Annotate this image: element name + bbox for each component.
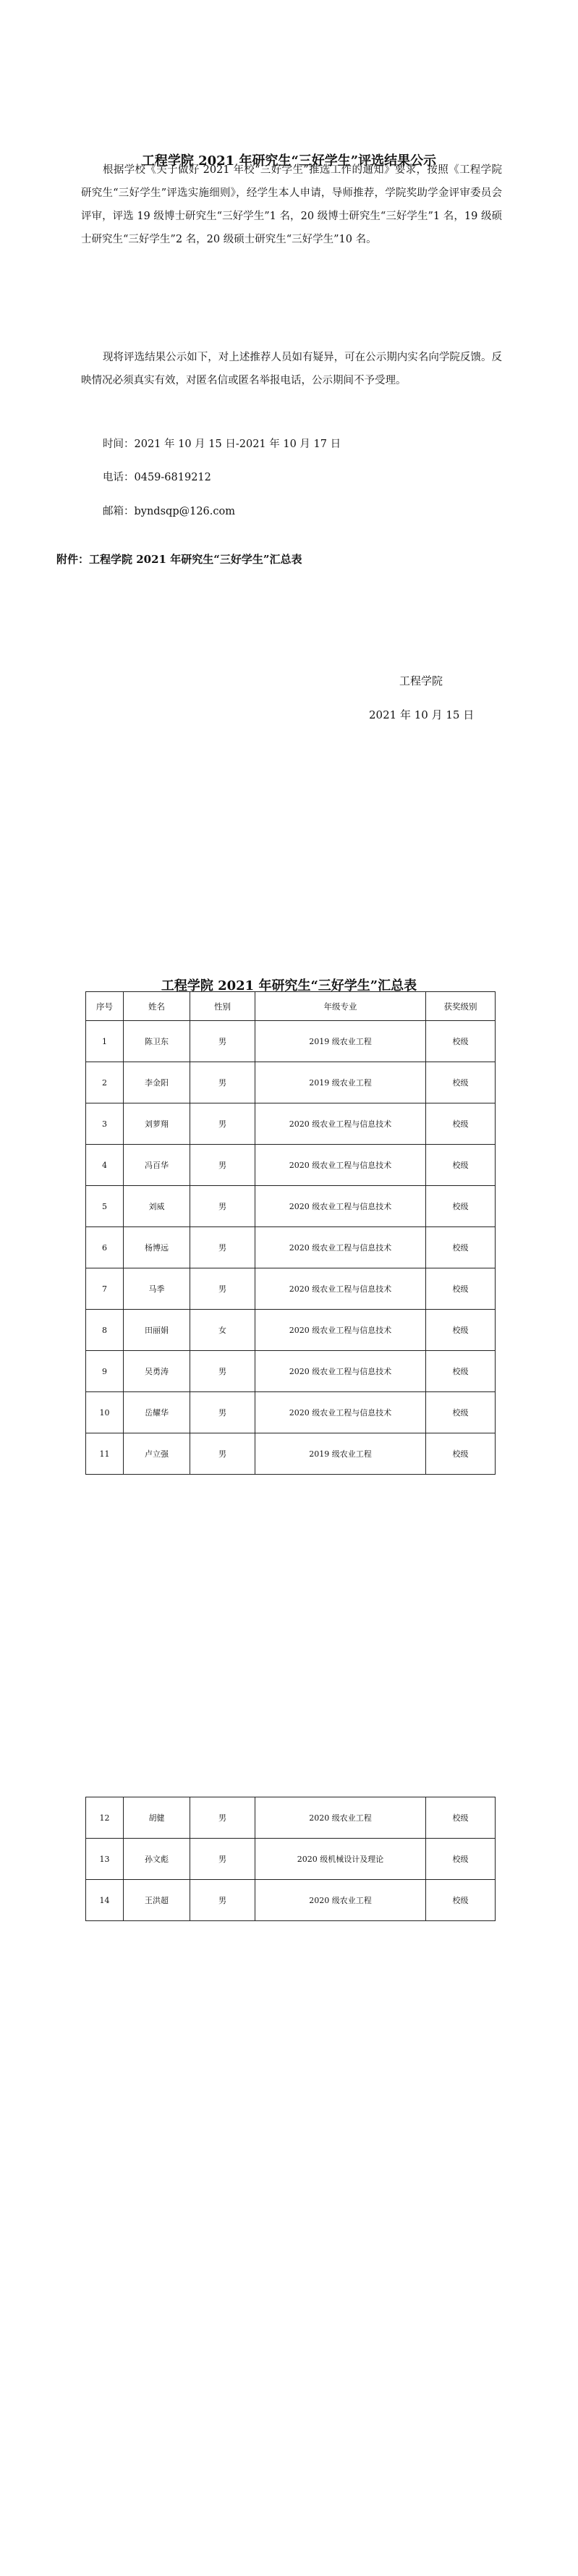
cell-grade-major: 2019 级农业工程: [255, 1062, 426, 1103]
cell-award-level: 校级: [426, 1880, 496, 1921]
cell-gender: 男: [190, 1021, 255, 1062]
cell-serial: 9: [86, 1351, 124, 1392]
cell-award-level: 校级: [426, 1392, 496, 1433]
cell-serial: 13: [86, 1839, 124, 1880]
cell-serial: 1: [86, 1021, 124, 1062]
cell-grade-major: 2020 级农业工程与信息技术: [255, 1268, 426, 1310]
cell-award-level: 校级: [426, 1062, 496, 1103]
cell-grade-major: 2020 级农业工程: [255, 1880, 426, 1921]
cell-award-level: 校级: [426, 1351, 496, 1392]
cell-gender: 男: [190, 1268, 255, 1310]
table-row: [86, 1310, 496, 1351]
cell-award-level: 校级: [426, 1145, 496, 1186]
cell-name: 杨博远: [124, 1227, 190, 1268]
contact-phone: [103, 469, 211, 484]
time-value: 2021 年 10 月 15 日-2021 年 10 月 17 日: [134, 438, 341, 450]
contact-email: [103, 503, 235, 518]
cell-serial: 10: [86, 1392, 124, 1433]
cell-award-level: 校级: [426, 1268, 496, 1310]
cell-serial: 3: [86, 1103, 124, 1145]
cell-serial: 5: [86, 1186, 124, 1227]
cell-name: 胡健: [124, 1797, 190, 1839]
table-row: [86, 1433, 496, 1475]
cell-serial: 4: [86, 1145, 124, 1186]
table-row: [86, 1227, 496, 1268]
cell-name: 陈卫东: [124, 1021, 190, 1062]
cell-award-level: 校级: [426, 1839, 496, 1880]
cell-award-level: 校级: [426, 1227, 496, 1268]
cell-gender: 男: [190, 1351, 255, 1392]
cell-name: 孙文彪: [124, 1839, 190, 1880]
cell-serial: 14: [86, 1880, 124, 1921]
cell-gender: 男: [190, 1433, 255, 1475]
cell-grade-major: 2019 级农业工程: [255, 1433, 426, 1475]
table-row: [86, 1351, 496, 1392]
email-value: byndsqp@126.com: [134, 506, 235, 517]
cell-name: 岳耀华: [124, 1392, 190, 1433]
cell-grade-major: 2020 级农业工程: [255, 1797, 426, 1839]
table-row: [86, 1797, 496, 1839]
cell-gender: 男: [190, 1145, 255, 1186]
cell-gender: 男: [190, 1880, 255, 1921]
cell-award-level: 校级: [426, 1797, 496, 1839]
notice-paragraph-1: 根据学校《关于做好 2021 年校“三好学生”推选工作的通知》要求，按照《工程学院研究生“三好学生”评选实施细则》，经学生本人申请，导师推荐，学院奖助学金评审委员会评审，评选 19 级博士研究生“三好学生”1 名，20 级博士研究生“三好学生”1 名，19 级硕士研究生“三好学生”2 名，20 级硕士研究生“三好学生”10 名。: [81, 164, 502, 245]
table-row: [86, 1839, 496, 1880]
cell-gender: 男: [190, 1103, 255, 1145]
cell-grade-major: 2020 级农业工程与信息技术: [255, 1227, 426, 1268]
cell-grade-major: 2020 级农业工程与信息技术: [255, 1392, 426, 1433]
cell-name: 吴勇涛: [124, 1351, 190, 1392]
table-row: [86, 1103, 496, 1145]
cell-grade-major: 2019 级农业工程: [255, 1021, 426, 1062]
cell-gender: 男: [190, 1392, 255, 1433]
phone-label: 电话：: [103, 472, 135, 483]
summary-table-title: 工程学院 2021 年研究生“三好学生”汇总表: [161, 978, 417, 993]
phone-value: 0459-6819212: [134, 472, 211, 483]
cell-serial: 7: [86, 1268, 124, 1310]
table-row: [86, 1062, 496, 1103]
cell-grade-major: 2020 级农业工程与信息技术: [255, 1351, 426, 1392]
cell-serial: 12: [86, 1797, 124, 1839]
cell-gender: 男: [190, 1839, 255, 1880]
cell-gender: 女: [190, 1310, 255, 1351]
cell-grade-major: 2020 级农业工程与信息技术: [255, 1186, 426, 1227]
cell-grade-major: 2020 级农业工程与信息技术: [255, 1145, 426, 1186]
table-row: [86, 1392, 496, 1433]
notice-title: 工程学院 2021 年研究生“三好学生”评选结果公示: [141, 153, 437, 169]
cell-grade-major: 2020 级机械设计及理论: [255, 1839, 426, 1880]
cell-serial: 6: [86, 1227, 124, 1268]
table-row: [86, 1268, 496, 1310]
cell-name: 刘萝翔: [124, 1103, 190, 1145]
notice-paragraph-2: 现将评选结果公示如下，对上述推荐人员如有疑异，可在公示期内实名向学院反馈。反映情况必须真实有效，对匿名信或匿名举报电话，公示期间不予受理。: [81, 352, 502, 386]
cell-name: 王洪超: [124, 1880, 190, 1921]
cell-name: 冯百华: [124, 1145, 190, 1186]
cell-gender: 男: [190, 1797, 255, 1839]
cell-award-level: 校级: [426, 1433, 496, 1475]
signature-date: 2021 年 10 月 15 日: [369, 708, 475, 721]
header-award-level: 获奖级别: [426, 992, 496, 1021]
publicity-period: [103, 436, 341, 451]
cell-award-level: 校级: [426, 1103, 496, 1145]
cell-name: 马季: [124, 1268, 190, 1310]
cell-award-level: 校级: [426, 1021, 496, 1062]
cell-name: 刘威: [124, 1186, 190, 1227]
cell-grade-major: 2020 级农业工程与信息技术: [255, 1310, 426, 1351]
cell-serial: 8: [86, 1310, 124, 1351]
attachment-note: 附件：工程学院 2021 年研究生“三好学生”汇总表: [56, 553, 302, 566]
table-row: [86, 1880, 496, 1921]
header-grade-major: 年级专业: [255, 992, 426, 1021]
table-row: [86, 1021, 496, 1062]
cell-award-level: 校级: [426, 1310, 496, 1351]
header-serial: 序号: [86, 992, 124, 1021]
time-label: 时间：: [103, 438, 135, 450]
signature-organization: 工程学院: [399, 674, 443, 687]
header-gender: 性别: [190, 992, 255, 1021]
cell-award-level: 校级: [426, 1186, 496, 1227]
cell-name: 卢立强: [124, 1433, 190, 1475]
table-row: [86, 1186, 496, 1227]
cell-name: 田丽娟: [124, 1310, 190, 1351]
cell-gender: 男: [190, 1186, 255, 1227]
cell-serial: 2: [86, 1062, 124, 1103]
cell-serial: 11: [86, 1433, 124, 1475]
summary-table-part-2: [85, 1797, 496, 1921]
summary-table-part-1: [85, 991, 496, 1475]
email-label: 邮箱：: [103, 506, 135, 517]
table-header-row: [86, 992, 496, 1021]
cell-grade-major: 2020 级农业工程与信息技术: [255, 1103, 426, 1145]
cell-gender: 男: [190, 1062, 255, 1103]
table-row: [86, 1145, 496, 1186]
header-name: 姓名: [124, 992, 190, 1021]
cell-gender: 男: [190, 1227, 255, 1268]
cell-name: 李金阳: [124, 1062, 190, 1103]
